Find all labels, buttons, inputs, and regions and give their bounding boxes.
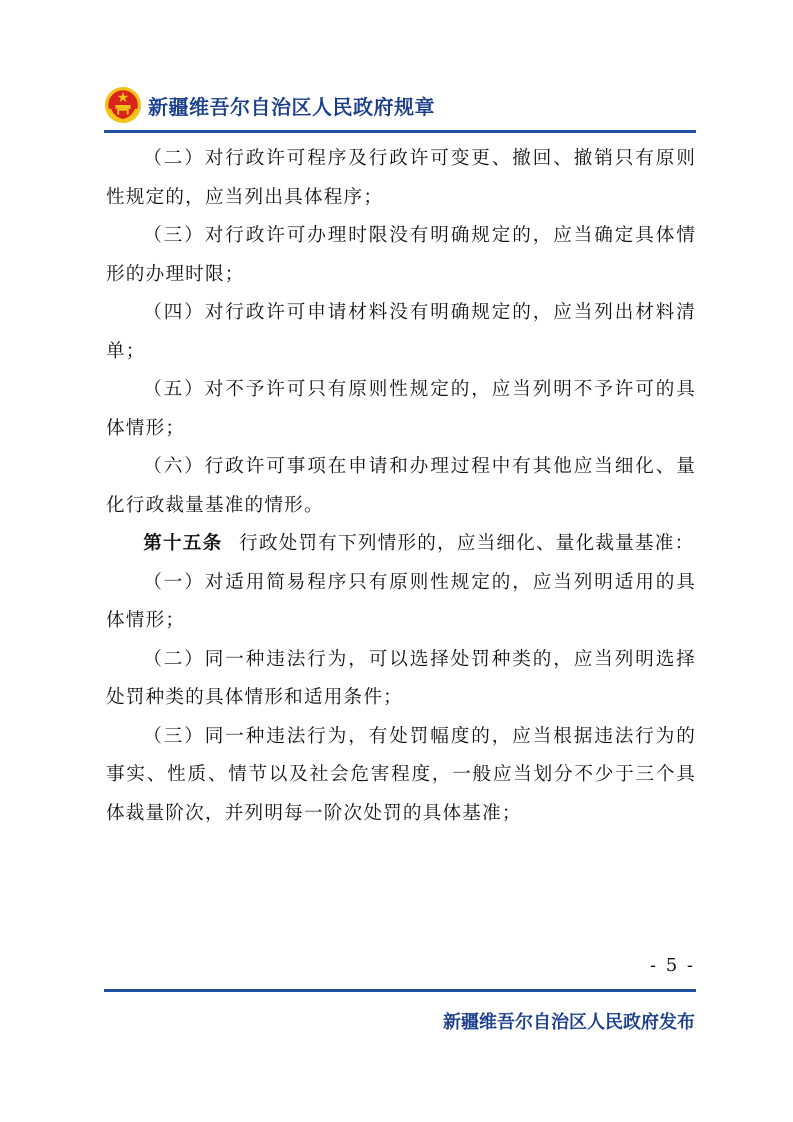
- paragraph: [106, 371, 696, 448]
- document-body: [106, 140, 696, 833]
- page-number: - 5 -: [649, 955, 695, 976]
- paragraph: [106, 718, 696, 834]
- paragraph-text: （六）行政许可事项在申请和办理过程中有其他应当细化、量化行政裁量基准的情形。: [106, 456, 696, 516]
- paragraph-text: （二）对行政许可程序及行政许可变更、撤回、撤销只有原则性规定的，应当列出具体程序；: [106, 148, 696, 208]
- article-number: 第十五条: [143, 533, 223, 554]
- header-title: 新疆维吾尔自治区人民政府规章: [148, 94, 435, 119]
- footer-divider: [104, 989, 696, 992]
- paragraph: [106, 525, 696, 564]
- paragraph: [106, 217, 696, 294]
- paragraph: [106, 294, 696, 371]
- paragraph-text: （二）同一种违法行为，可以选择处罚种类的，应当列明选择处罚种类的具体情形和适用条件；: [106, 648, 696, 708]
- paragraph: [106, 140, 696, 217]
- paragraph-text: （三）对行政许可办理时限没有明确规定的，应当确定具体情形的办理时限；: [106, 225, 696, 285]
- paragraph: [106, 641, 696, 718]
- paragraph-text: 行政处罚有下列情形的，应当细化、量化裁量基准：: [239, 533, 695, 554]
- paragraph: [106, 564, 696, 641]
- paragraph-text: （三）同一种违法行为，有处罚幅度的，应当根据违法行为的事实、性质、情节以及社会危害程度，一般应当划分不少于三个具体裁量阶次，并列明每一阶次处罚的具体基准；: [106, 725, 696, 824]
- page-header: [104, 82, 435, 128]
- national-emblem-icon: [104, 86, 142, 124]
- paragraph-text: （五）对不予许可只有原则性规定的，应当列明不予许可的具体情形；: [106, 379, 696, 439]
- footer-title: 新疆维吾尔自治区人民政府发布: [443, 1012, 695, 1033]
- paragraph: [106, 448, 696, 525]
- header-divider: [104, 130, 696, 133]
- paragraph-text: （四）对行政许可申请材料没有明确规定的，应当列出材料清单；: [106, 302, 696, 362]
- paragraph-text: （一）对适用简易程序只有原则性规定的，应当列明适用的具体情形；: [106, 571, 696, 631]
